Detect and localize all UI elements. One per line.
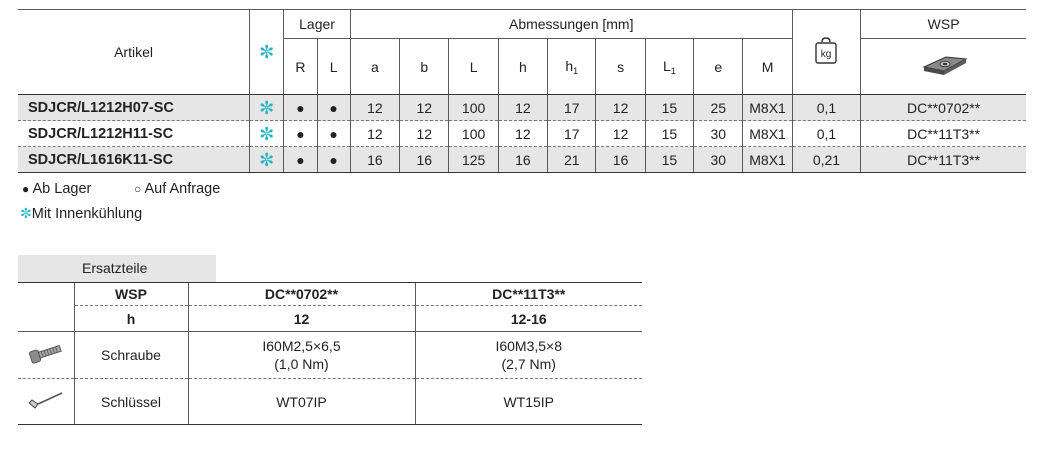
cell-e: 30 <box>694 147 743 173</box>
cell-h: 12 <box>498 121 547 147</box>
cell-artikel: SDJCR/L1212H07-SC <box>18 95 250 121</box>
cell-b: 16 <box>400 147 449 173</box>
cell-artikel: SDJCR/L1212H11-SC <box>18 121 250 147</box>
legend-innenkuehlung: ✼Mit Innenkühlung <box>20 205 143 222</box>
table-row <box>18 147 1026 173</box>
cell-L: ● <box>317 121 350 147</box>
table-row <box>18 121 1026 147</box>
cell-h1: 21 <box>548 147 596 173</box>
legend-auf-anfrage: ○ Auf Anfrage <box>134 181 221 197</box>
cell-b: 12 <box>400 121 449 147</box>
header-dim-M: M <box>743 39 792 95</box>
header-lager-r: R <box>284 39 317 95</box>
cell-R: ● <box>284 121 317 147</box>
spare-parts-title: Ersatzteile <box>82 260 148 276</box>
key-icon <box>26 388 66 412</box>
key-image-cell <box>18 379 74 425</box>
cell-kg: 0,21 <box>792 147 860 173</box>
cell-h1: 17 <box>548 95 596 121</box>
cell-coolant <box>250 147 284 173</box>
cell-a: 16 <box>350 147 399 173</box>
legend-ab-lager: ● Ab Lager <box>22 181 92 197</box>
header-dim-e: e <box>694 39 743 95</box>
header-weight <box>792 10 860 95</box>
cell-wsp: DC**11T3** <box>861 147 1026 173</box>
header-dim-s: s <box>596 39 645 95</box>
label-schraube: Schraube <box>74 332 188 379</box>
label-wsp: WSP <box>74 283 188 306</box>
cell-L1: 15 <box>645 147 693 173</box>
spare-schraube-1: I60M2,5×6,5 (1,0 Nm) <box>188 332 415 379</box>
screw-icon <box>26 341 66 365</box>
spare-h-2: 12-16 <box>415 306 642 332</box>
cell-h: 16 <box>498 147 547 173</box>
label-h: h <box>74 306 188 332</box>
weight-icon <box>814 36 838 66</box>
header-insert-image <box>861 39 1026 95</box>
insert-icon <box>916 49 972 81</box>
cell-Ldim: 100 <box>449 121 498 147</box>
header-lager: Lager <box>284 10 350 39</box>
cell-wsp: DC**11T3** <box>861 121 1026 147</box>
header-dim-a: a <box>350 39 399 95</box>
header-dim-h1: $h_1$ <box>548 39 596 95</box>
header-dim-L1: $L_1$ <box>645 39 693 95</box>
cell-h: 12 <box>498 95 547 121</box>
header-wsp: WSP <box>861 10 1026 39</box>
cell-L: ● <box>317 95 350 121</box>
snowflake-icon: ✼ <box>259 42 275 62</box>
screw-image-cell <box>18 332 74 379</box>
cell-coolant <box>250 95 284 121</box>
header-dim-b: b <box>400 39 449 95</box>
cell-L1: 15 <box>645 95 693 121</box>
cell-a: 12 <box>350 95 399 121</box>
cell-s: 12 <box>596 121 645 147</box>
spare-h-1: 12 <box>188 306 415 332</box>
spare-schraube-2: I60M3,5×8 (2,7 Nm) <box>415 332 642 379</box>
cell-L: ● <box>317 147 350 173</box>
header-abmessungen: Abmessungen [mm] <box>350 10 792 39</box>
cell-coolant <box>250 121 284 147</box>
header-artikel: Artikel <box>18 10 250 95</box>
cell-kg: 0,1 <box>792 121 860 147</box>
spare-wsp-1: DC**0702** <box>188 283 415 306</box>
header-coolant <box>250 10 284 95</box>
spare-schluessel-2: WT15IP <box>415 379 642 425</box>
cell-s: 16 <box>596 147 645 173</box>
cell-h1: 17 <box>548 121 596 147</box>
cell-b: 12 <box>400 95 449 121</box>
cell-wsp: DC**0702** <box>861 95 1026 121</box>
header-dim-h: h <box>498 39 547 95</box>
cell-Ldim: 125 <box>449 147 498 173</box>
spare-wsp-2: DC**11T3** <box>415 283 642 306</box>
spare-parts-header <box>18 255 216 282</box>
cell-M: M8X1 <box>743 121 792 147</box>
tool-table <box>18 9 1026 173</box>
cell-artikel: SDJCR/L1616K11-SC <box>18 147 250 173</box>
cell-Ldim: 100 <box>449 95 498 121</box>
cell-L1: 15 <box>645 121 693 147</box>
cell-e: 25 <box>694 95 743 121</box>
cell-M: M8X1 <box>743 95 792 121</box>
cell-R: ● <box>284 147 317 173</box>
table-row <box>18 95 1026 121</box>
svg-text:kg: kg <box>821 48 832 60</box>
cell-R: ● <box>284 95 317 121</box>
cell-kg: 0,1 <box>792 95 860 121</box>
spare-parts-table <box>18 282 642 425</box>
snowflake-icon: ✼ <box>259 123 275 144</box>
header-dim-L: L <box>449 39 498 95</box>
snowflake-icon: ✼ <box>259 149 275 170</box>
header-lager-l: L <box>317 39 350 95</box>
snowflake-icon: ✼ <box>259 97 275 118</box>
cell-M: M8X1 <box>743 147 792 173</box>
cell-a: 12 <box>350 121 399 147</box>
snowflake-icon: ✼ <box>20 205 32 221</box>
spare-schluessel-1: WT07IP <box>188 379 415 425</box>
cell-e: 30 <box>694 121 743 147</box>
cell-s: 12 <box>596 95 645 121</box>
label-schluessel: Schlüssel <box>74 379 188 425</box>
